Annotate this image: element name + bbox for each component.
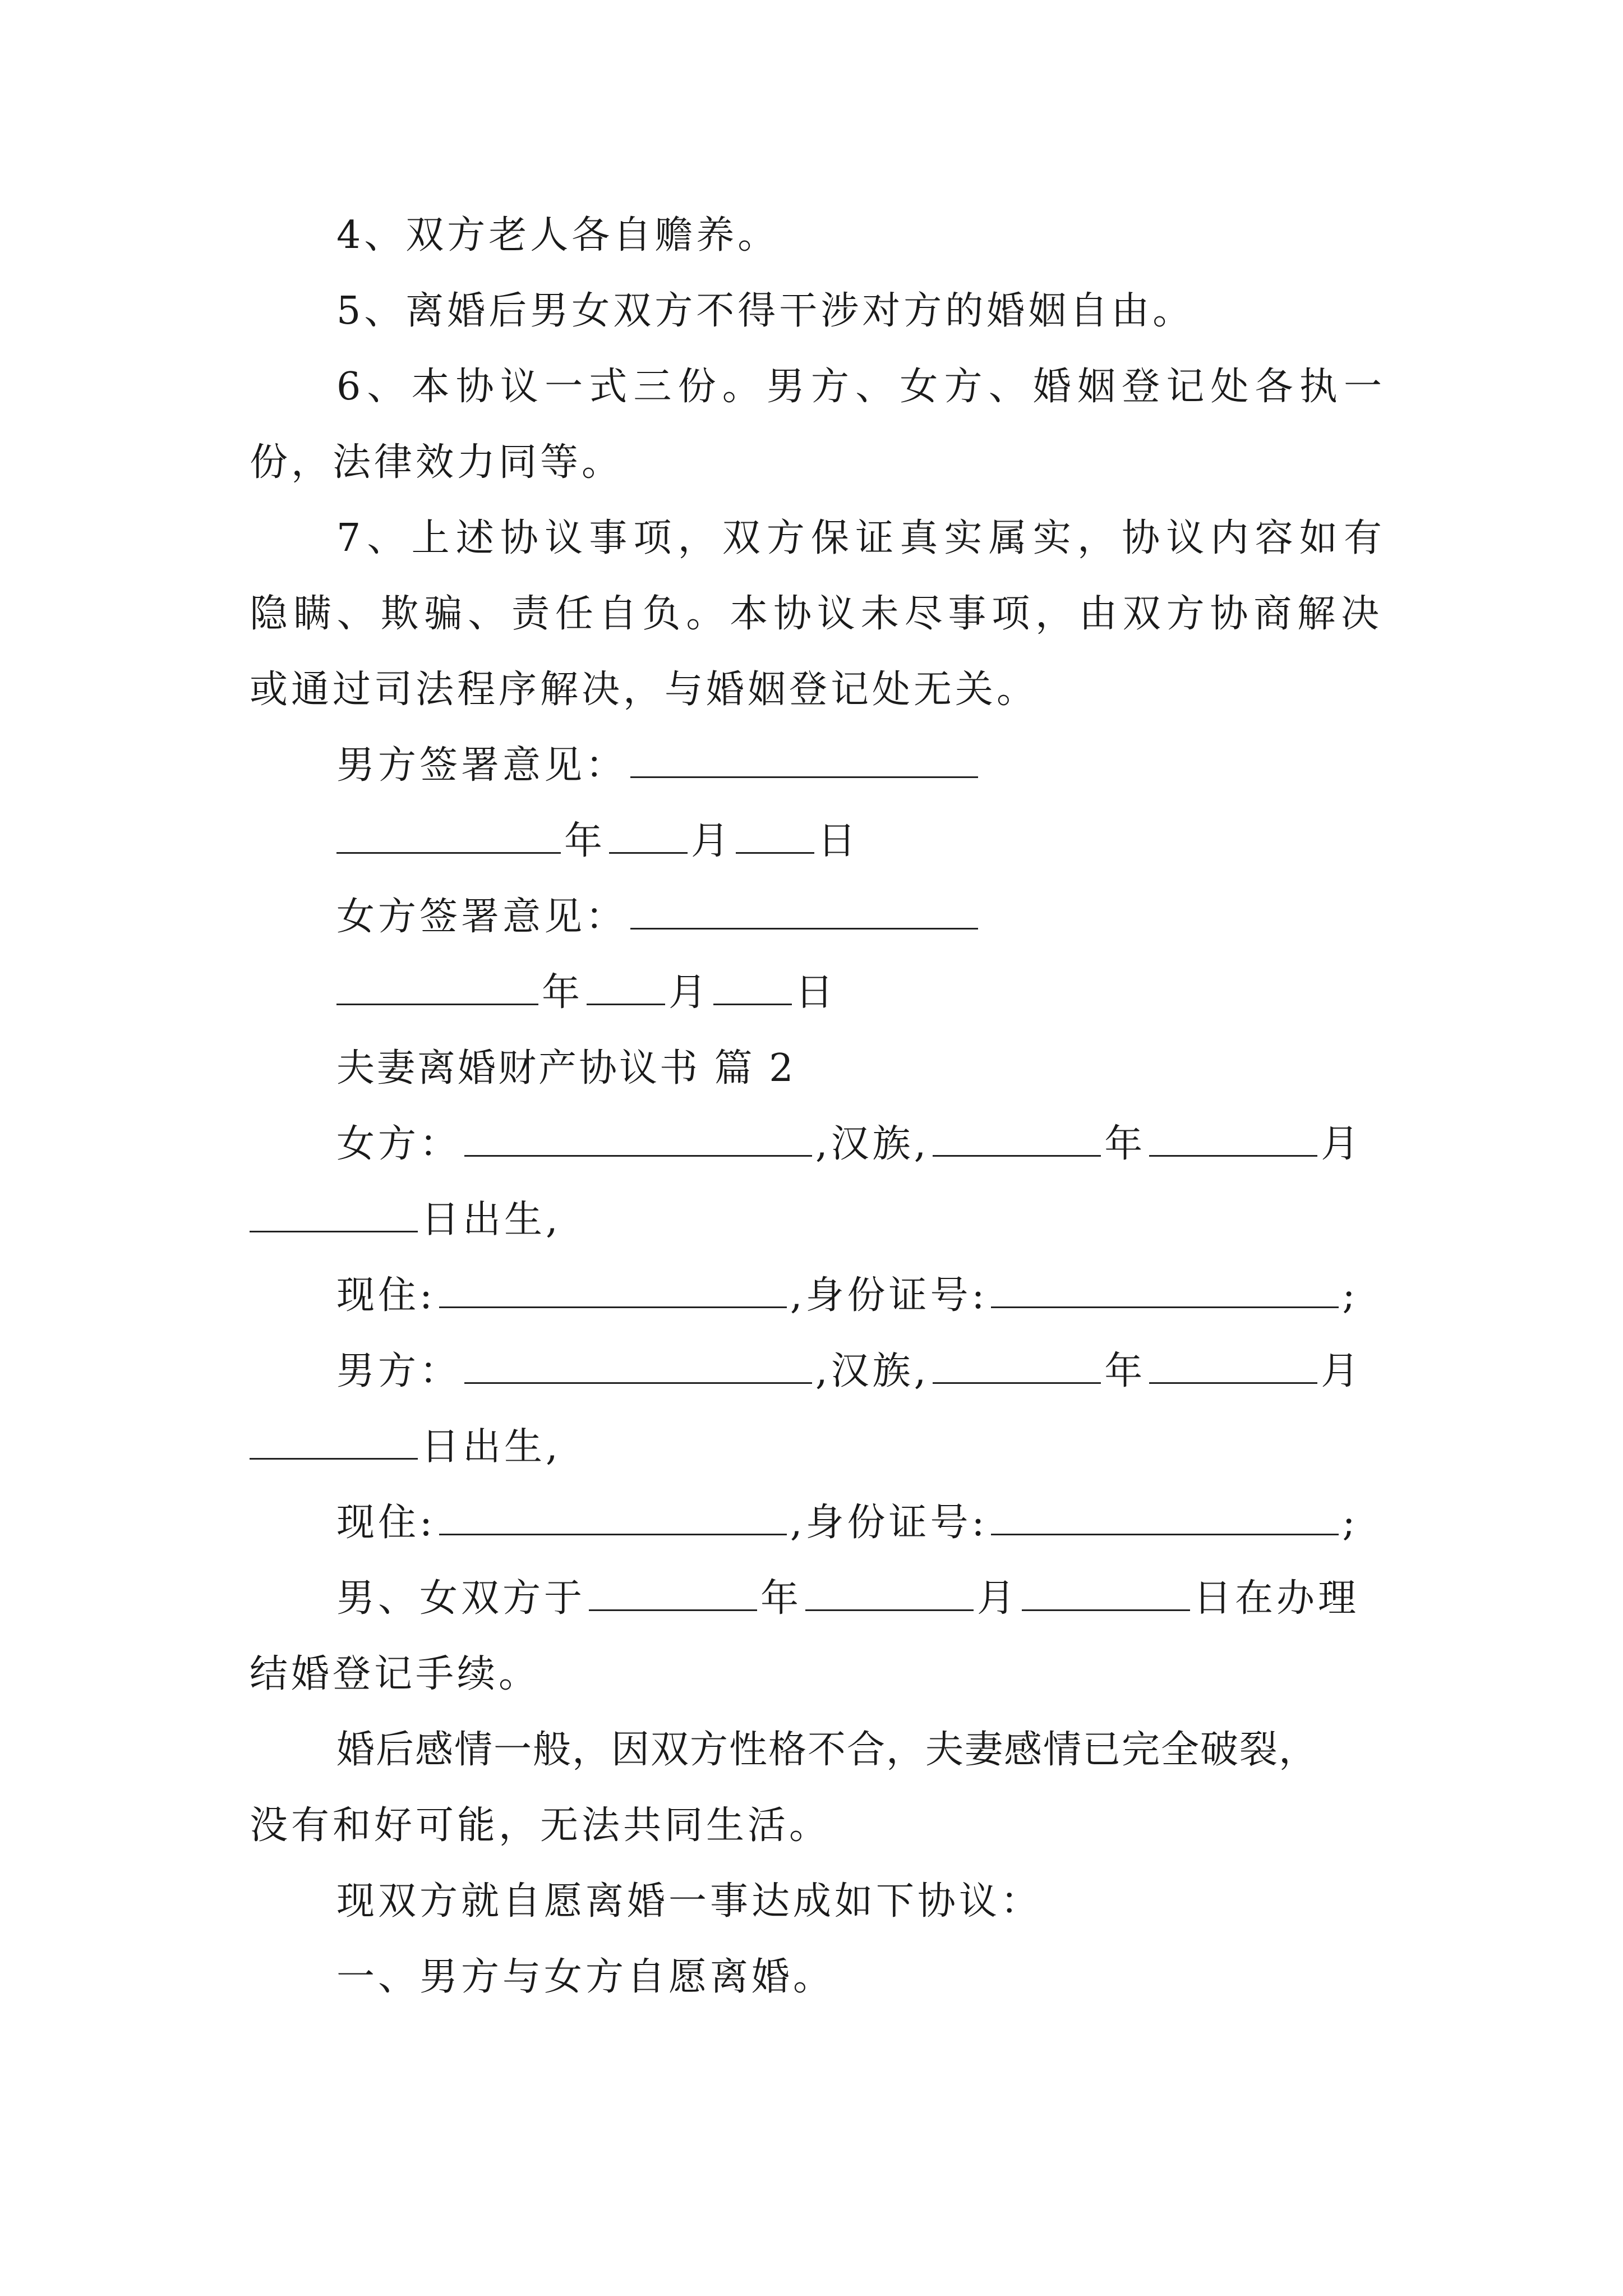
marriage-month-label: 月 [977, 1576, 1019, 1621]
female-year-blank[interactable] [336, 969, 538, 1005]
female-date-row [336, 968, 837, 1018]
female-info-row [336, 1119, 1362, 1170]
marriage-month-blank[interactable] [805, 1575, 974, 1611]
female-signature-blank[interactable] [630, 893, 978, 930]
male-signature-blank[interactable] [630, 742, 978, 778]
female-birth-day-row [250, 1195, 561, 1245]
male-id-blank[interactable] [991, 1499, 1339, 1535]
female-signature-label: 女方签署意见： [336, 895, 628, 939]
female-birth-month-blank[interactable] [1149, 1120, 1317, 1157]
male-month-label: 月 [691, 819, 733, 863]
female-residence-blank[interactable] [439, 1272, 787, 1308]
female-birth-year-blank[interactable] [933, 1120, 1101, 1157]
female-party-label: 女方： [336, 1122, 462, 1166]
male-info-row [336, 1346, 1362, 1397]
female-residence-row [336, 1271, 1358, 1321]
marriage-day-blank[interactable] [1022, 1575, 1190, 1611]
section-2-heading: 夫妻离婚财产协议书 篇 2 [336, 1046, 796, 1091]
female-birth-year-label: 年 [1104, 1122, 1146, 1166]
male-born-label: 日出生, [421, 1425, 561, 1469]
female-id-label: ,身份证号: [790, 1273, 988, 1318]
male-id-label: ,身份证号: [790, 1501, 988, 1545]
feelings-line-1: 婚后感情一般，因双方性格不合，夫妻感情已完全破裂， [336, 1728, 1318, 1772]
male-party-label: 男方： [336, 1349, 462, 1393]
feelings-line-2: 没有和好可能，无法共同生活。 [250, 1803, 831, 1848]
clause-6-line-1: 6、本协议一式三份。男方、女方、婚姻登记处各执一 [336, 365, 1385, 409]
marriage-prefix: 男、女双方于 [336, 1576, 586, 1621]
male-birth-month-label: 月 [1321, 1349, 1363, 1393]
male-birth-year-blank[interactable] [933, 1347, 1101, 1384]
male-day-blank[interactable] [736, 817, 814, 854]
marriage-date-row [336, 1573, 1359, 1624]
marriage-suffix: 日在办理 [1193, 1576, 1360, 1621]
male-signature-label: 男方签署意见： [336, 743, 628, 788]
male-name-blank[interactable] [464, 1347, 812, 1384]
female-signature-row [336, 892, 981, 942]
female-row-semicolon: ; [1342, 1273, 1359, 1318]
male-birth-month-blank[interactable] [1149, 1347, 1317, 1384]
male-year-blank[interactable] [336, 817, 561, 854]
male-day-label: 日 [818, 819, 860, 863]
male-birth-year-label: 年 [1104, 1349, 1146, 1393]
male-residence-blank[interactable] [439, 1499, 787, 1535]
marriage-year-label: 年 [760, 1576, 803, 1621]
male-year-label: 年 [564, 819, 606, 863]
female-birth-month-label: 月 [1321, 1122, 1363, 1166]
female-residence-label: 现住: [336, 1273, 436, 1318]
clause-7-line-1: 7、上述协议事项，双方保证真实属实，协议内容如有 [336, 516, 1385, 560]
marriage-year-blank[interactable] [589, 1575, 757, 1611]
female-born-label: 日出生, [421, 1198, 561, 1242]
female-month-label: 月 [668, 970, 711, 1015]
female-day-label: 日 [795, 970, 837, 1015]
clause-6-line-2: 份，法律效力同等。 [250, 440, 624, 485]
male-residence-label: 现住: [336, 1501, 436, 1545]
male-date-row [336, 816, 859, 867]
agreement-item-1: 一、男方与女方自愿离婚。 [336, 1955, 835, 1999]
clause-5: 5、离婚后男女双方不得干涉对方的婚姻自由。 [336, 289, 1195, 333]
female-ethnicity: ,汉族, [815, 1122, 930, 1166]
female-month-blank[interactable] [587, 969, 665, 1005]
female-day-blank[interactable] [713, 969, 792, 1005]
female-year-label: 年 [542, 970, 584, 1015]
male-residence-row [336, 1498, 1358, 1548]
male-row-semicolon: ; [1342, 1501, 1359, 1545]
marriage-line-2: 结婚登记手续。 [250, 1652, 541, 1696]
male-month-blank[interactable] [609, 817, 688, 854]
agreement-intro: 现双方就自愿离婚一事达成如下协议： [336, 1879, 1043, 1924]
male-birth-day-row [250, 1422, 561, 1473]
male-birth-day-blank[interactable] [250, 1423, 418, 1460]
female-birth-day-blank[interactable] [250, 1196, 418, 1232]
male-signature-row [336, 740, 981, 791]
male-ethnicity: ,汉族, [815, 1349, 930, 1393]
female-name-blank[interactable] [464, 1120, 812, 1157]
female-id-blank[interactable] [991, 1272, 1339, 1308]
clause-7-line-3: 或通过司法程序解决，与婚姻登记处无关。 [250, 668, 1039, 712]
clause-7-line-2: 隐瞒、欺骗、责任自负。本协议未尽事项，由双方协商解决 [250, 592, 1382, 636]
clause-4: 4、双方老人各自赡养。 [336, 213, 780, 257]
